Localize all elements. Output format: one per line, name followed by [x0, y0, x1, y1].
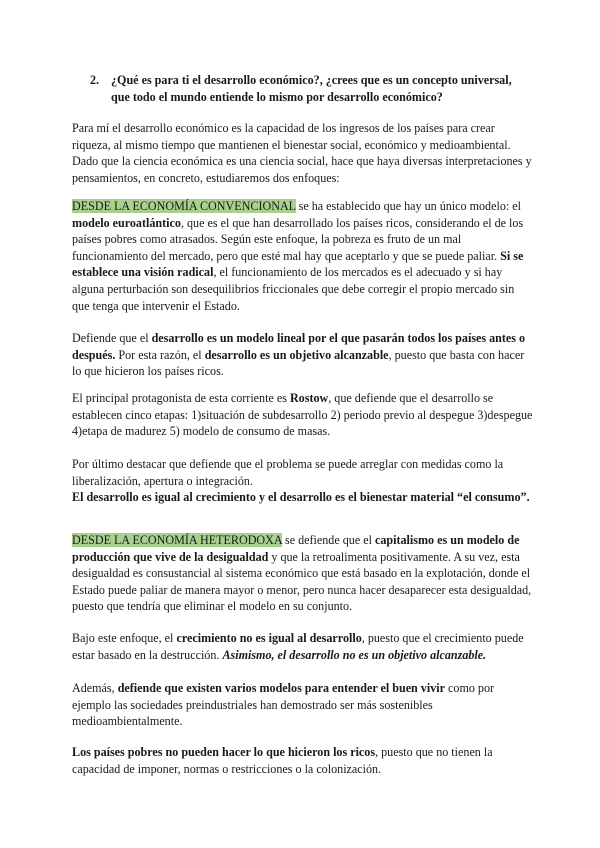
linear-text-3: , puesto que basta con hacer lo que hicieron los países ricos.: [72, 347, 525, 379]
growth-paragraph: [72, 630, 534, 663]
conclusion-text: Por último destacar que defiende que el problema se puede arreglar con medidas como la liberalización, apertura o integración.: [72, 457, 504, 488]
conventional-text-1: se ha establecido que hay un único modelo: el: [295, 199, 521, 213]
intro-text: Para mí el desarrollo económico es la capacidad de los ingresos de los países para crear riqueza, al mismo tiempo que mantienen el bienestar social, económico y medioambiental. Dado que la ciencia económica es una ciencia social, hace que haya diversas interpretaciones y pensamientos, en concreto, estudiaremos dos enfoques:: [72, 121, 532, 185]
poor-countries-text: , puesto que no tienen la capacidad de imponer, normas o restricciones o la colonización.: [72, 745, 493, 776]
buen-vivir-paragraph: [72, 680, 534, 730]
heterodox-text-2: y que la retroalimenta positivamente. A su vez, esta desigualdad es consustancial al sistema económico que está basado en la explotación, donde el Estado puede paliar de manera mayor o menor, pero nunca hacer desaparecer esta desigualdad, puesto que tendría que eliminar el modelo en su conjunto.: [72, 549, 532, 614]
growth-text-1: Bajo este enfoque, el: [72, 631, 177, 645]
linear-bold-2: desarrollo es un objetivo alcanzable: [204, 347, 389, 362]
heterodox-paragraph: [72, 532, 534, 615]
heterodox-text-1: se defiende que el: [281, 533, 375, 547]
rostow-bold-1: Rostow: [289, 391, 329, 405]
growth-bold-italic: Asimismo, el desarrollo no es un objetivo alcanzable.: [222, 647, 487, 662]
growth-bold-1: crecimiento no es igual al desarrollo: [176, 631, 362, 645]
conclusion-paragraph: [72, 456, 534, 506]
rostow-text-2: , que defiende que el desarrollo se establecen cinco etapas: 1)situación de subdesarrollo 2) periodo previo al despegue 3)despegue 4)etapa de madurez 5) modelo de consumo de masas.: [72, 391, 533, 439]
rostow-paragraph: [72, 390, 534, 440]
conventional-bold-1: modelo euroatlántico: [72, 215, 181, 230]
intro-paragraph: [72, 120, 534, 186]
question-number: 2.: [90, 73, 100, 87]
conventional-text-3: , el funcionamiento de los mercados es el adecuado y si hay alguna perturbación son desequilibrios friccionales que debe corregir el propio mercado sin que tenga que intervenir el Estado.: [72, 265, 515, 313]
question-text: ¿Qué es para ti el desarrollo económico?, ¿crees que es un concepto universal, que todo el mundo entiende lo mismo por desarrollo económico?: [111, 73, 512, 104]
conclusion-bold: El desarrollo es igual al crecimiento y el desarrollo es el bienestar material “el consumo”.: [72, 490, 530, 505]
buen-vivir-text-2: como por ejemplo las sociedades preindustriales han demostrado ser más sostenibles medioambientalmente.: [72, 681, 495, 729]
linear-text-2: Por esta razón, el: [115, 347, 205, 362]
conventional-paragraph: [72, 198, 534, 314]
poor-countries-paragraph: [72, 744, 534, 777]
conventional-heading: DESDE LA ECONOMÍA CONVENCIONAL: [72, 199, 296, 213]
conventional-bold-2: Si se establece una visión radical: [72, 248, 524, 280]
poor-countries-bold: Los países pobres no pueden hacer lo que hicieron los ricos: [72, 745, 376, 759]
linear-text-1: Defiende que el: [72, 331, 152, 345]
heterodox-bold-1: capitalismo es un modelo de producción que vive de la desigualdad: [72, 533, 520, 564]
conventional-text-2: , que es el que han desarrollado los países ricos, considerando el de los países pobres como atrasados. Según este enfoque, la pobreza es fruto de un mal funcionamiento del mercado, pero que esté mal hay que aceptarlo y que se puede paliar.: [72, 215, 524, 263]
buen-vivir-text-1: Además,: [72, 681, 118, 695]
heterodox-heading: DESDE LA ECONOMÍA HETERODOXA: [72, 533, 282, 547]
growth-text-2: , puesto que el crecimiento puede estar basado en la destrucción.: [72, 631, 524, 662]
linear-bold-1: desarrollo es un modelo lineal por el que pasarán todos los países antes o después.: [72, 331, 526, 362]
rostow-text-1: El principal protagonista de esta corriente es: [72, 391, 290, 405]
buen-vivir-bold: defiende que existen varios modelos para entender el buen vivir: [117, 681, 445, 695]
linear-model-paragraph: [72, 330, 534, 380]
